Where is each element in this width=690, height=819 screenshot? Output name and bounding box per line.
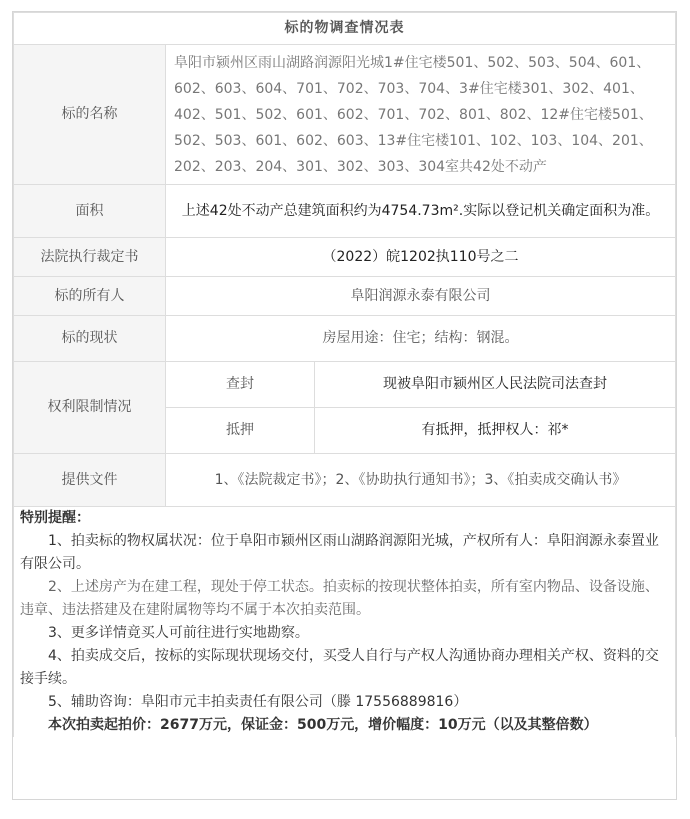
starting-price: 本次拍卖起拍价：2677万元，保证金：500万元，增价幅度：10万元（以及其整倍数） bbox=[48, 717, 598, 733]
note-item-4: 4、拍卖成交后，按标的实际现状现场交付，买受人自行与产权人沟通协商办理相关产权、资料的交接手续。 bbox=[20, 648, 659, 687]
note-item-3: 3、更多详情竟买人可前往进行实地勘察。 bbox=[48, 625, 309, 641]
survey-sheet bbox=[12, 11, 677, 800]
value-seal: 现被阜阳市颍州区人民法院司法查封 bbox=[315, 362, 676, 408]
value-area: 上述42处不动产总建筑面积约为4754.73m².实际以登记机关确定面积为准。 bbox=[166, 185, 676, 238]
label-mortgage: 抵押 bbox=[166, 408, 315, 454]
label-owner: 标的所有人 bbox=[14, 277, 166, 316]
label-area: 面积 bbox=[14, 185, 166, 238]
value-asset-name: 阜阳市颍州区雨山湖路润源阳光城1#住宅楼501、502、503、504、601、602、603、604、701、702、703、704、3#住宅楼301、302、401、402、501、502、601、602、701、702、801、802、12#住宅楼501、502、503、601、602、603、13#住宅楼101、102、103、104、201、202、203、204、301、302、303、304室共42处不动产 bbox=[166, 45, 676, 185]
value-docs: 1、《法院裁定书》；2、《协助执行通知书》；3、《拍卖成交确认书》 bbox=[166, 454, 676, 507]
note-item-5: 5、辅助咨询：阜阳市元丰拍卖责任有限公司（滕 17556889816） bbox=[48, 694, 468, 710]
label-status: 标的现状 bbox=[14, 316, 166, 362]
survey-table bbox=[13, 12, 676, 737]
label-seal: 查封 bbox=[166, 362, 315, 408]
notes-section bbox=[14, 507, 676, 738]
note-item-1: 1、拍卖标的物权属状况：位于阜阳市颍州区雨山湖路润源阳光城，产权所有人：阜阳润源永泰置业有限公司。 bbox=[20, 533, 659, 572]
value-status: 房屋用途：住宅；结构：钢混。 bbox=[166, 316, 676, 362]
note-item-2: 2、上述房产为在建工程，现处于停工状态。拍卖标的按现状整体拍卖，所有室内物品、设备设施、违章、违法搭建及在建附属物等均不属于本次拍卖范围。 bbox=[20, 579, 659, 618]
value-ruling: （2022）皖1202执110号之二 bbox=[166, 238, 676, 277]
table-title: 标的物调查情况表 bbox=[14, 13, 676, 45]
label-ruling: 法院执行裁定书 bbox=[14, 238, 166, 277]
value-owner: 阜阳润源永泰有限公司 bbox=[166, 277, 676, 316]
value-mortgage: 有抵押，抵押权人：祁* bbox=[315, 408, 676, 454]
label-rights: 权利限制情况 bbox=[14, 362, 166, 454]
label-asset-name: 标的名称 bbox=[14, 45, 166, 185]
label-docs: 提供文件 bbox=[14, 454, 166, 507]
notes-heading: 特别提醒： bbox=[20, 510, 90, 526]
